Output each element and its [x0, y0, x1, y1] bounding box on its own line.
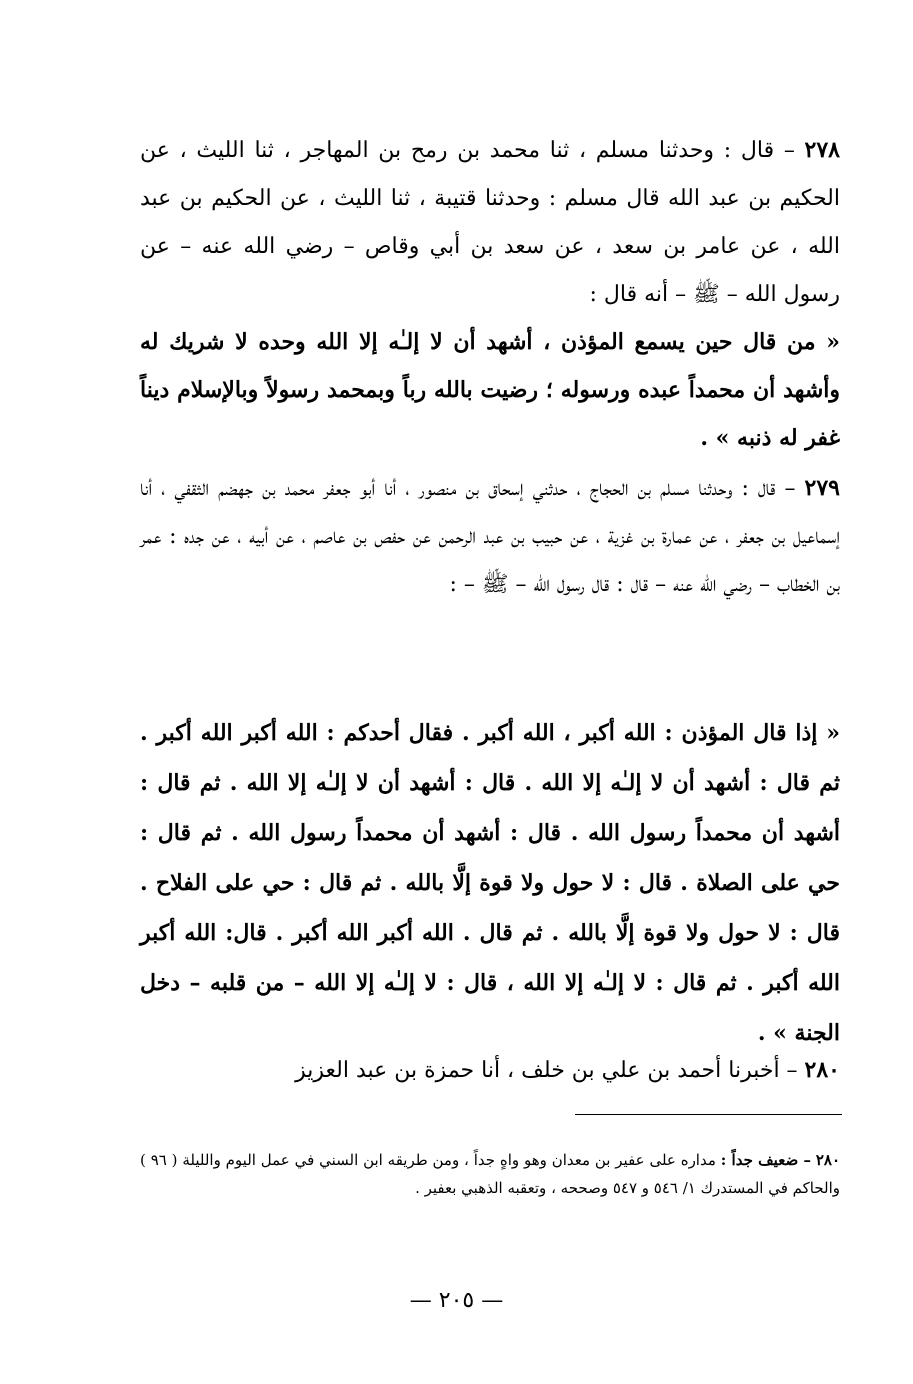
hadith-280-chain [140, 1046, 840, 1095]
hadith-279-text [140, 708, 840, 1058]
hadith-278-chain [140, 126, 840, 319]
page-number: — ٢٠٥ — [409, 1288, 504, 1313]
footnote-number: ٢٨٠ [815, 1151, 840, 1169]
isnad-text: – قال : وحدثنا مسلم ، ثنا محمد بن رمح بن المهاجر ، ثنا الليث ، عن الحكيم بن عبد الله قال مسلم : وحدثنا قتيبة ، ثنا الليث ، عن الحكيم بن عبد الله ، عن عامر بن سعد ، عن سعد بن أبي وقاص – رضي الله عنه – عن رسول الله – ﷺ – أنه قال : [140, 138, 840, 307]
footnote-divider [575, 1114, 842, 1115]
hadith-279-chain [140, 464, 840, 609]
hadith-278-text [140, 318, 840, 462]
footnote-text: مداره على عفير بن معدان وهو واهٍ جداً ، ومن طريقه ابن السني في عمل اليوم والليلة ( ٩٦ ) والحاكم في المستدرك ١/ ٥٤٦ و ٥٤٧ وصححه ، وتعقبه الذهبي بعفير . [140, 1151, 840, 1197]
hadith-number: ٢٧٨ [804, 137, 840, 163]
footnote-grade: – ضعيف جداً : [720, 1151, 811, 1169]
matn-text: « إذا قال المؤذن : الله أكبر ، الله أكبر . فقال أحدكم : الله أكبر الله أكبر . ثم قال : أشهد أن لا إلـٰه إلا الله . قال : أشهد أن لا إلـٰه إلا الله . ثم قال : أشهد أن محمداً رسول الله . قال : أشهد أن محمداً رسول الله . ثم قال : حي على الصلاة . قال : لا حول ولا قوة إلَّا بالله . ثم قال : حي على الفلاح . قال : لا حول ولا قوة إلَّا بالله . ثم قال . الله أكبر الله أكبر . قال: الله أكبر الله أكبر . ثم قال : لا إلـٰه إلا الله ، قال : لا إلـٰه إلا الله – من قلبه – دخل الجنة » . [140, 720, 840, 1046]
footnote [140, 1146, 840, 1202]
hadith-number: ٢٨٠ [804, 1057, 840, 1083]
isnad-text: – قال : وحدثنا مسلم بن الحجاج ، حدثني إسحاق بن منصور ، أنا أبو جعفر محمد بن جهضم الثقفي ، أنا إسماعيل بن جعفر ، عن عمارة بن غزية ، عن حبيب بن عبد الرحمن عن حفص بن عاصم ، عن أبيه ، عن جده : عمر بن الخطاب – رضي الله عنه – قال : قال رسول الله – ﷺ – : [140, 476, 840, 597]
matn-text: « من قال حين يسمع المؤذن ، أشهد أن لا إلـٰه إلا الله وحده لا شريك له وأشهد أن محمداً عبده ورسوله ؛ رضيت بالله رباً وبمحمد رسولاً وبالإسلام ديناً غفر له ذنبه » . [140, 329, 840, 451]
isnad-text: – أخبرنا أحمد بن علي بن خلف ، أنا حمزة بن عبد العزيز [295, 1058, 798, 1083]
hadith-number: ٢٧٩ [804, 475, 840, 501]
